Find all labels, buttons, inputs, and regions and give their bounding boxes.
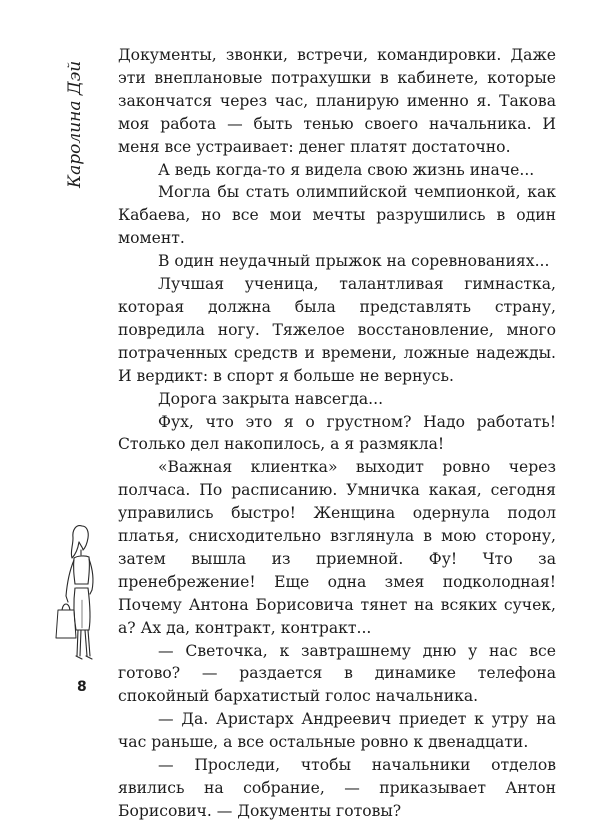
paragraph: — Проследи, чтобы начальники отделов явились на собрание, — приказывает Антон Борисович. — Документы готовы? [118, 756, 556, 820]
paragraph: Лучшая ученица, талантливая гимнастка, которая должна была представлять страну, повредила ногу. Тяжелое восстановление, много потраченных средств и времени, ложные надежды. И вердикт: в спорт я больше не вернусь. [118, 275, 556, 385]
paragraph: В один неудачный прыжок на соревнованиях... [158, 252, 550, 271]
page-number: 8 [77, 679, 87, 695]
paragraph: — Да. Аристарх Андреевич приедет к утру на час раньше, а все остальные ровно к двенадцати. [118, 710, 556, 752]
running-title-author [58, 60, 98, 190]
paragraph: А ведь когда-то я видела свою жизнь иначе... [158, 160, 535, 179]
main-text [118, 44, 556, 823]
paragraph: Фух, что это я о грустном? Надо работать! Столько дел накопилось, а я размякла! [118, 412, 556, 454]
paragraph: Могла бы стать олимпийской чемпионкой, как Кабаева, но все мои мечты разрушились в один момент. [118, 183, 556, 248]
woman-illustration [52, 518, 108, 668]
paragraph: Дорога закрыта навсегда... [158, 389, 384, 408]
running-title-text: Каролина Дэй [65, 60, 85, 188]
paragraph: «Важная клиентка» выходит ровно через полчаса. По расписанию. Умничка какая, сегодня управились быстро! Женщина одернула подол платья, снисходительно взглянула в мою сторону, затем вышла из приемной. Фу! Что за пренебрежение! Еще одна змея подколодная! Почему Антона Борисовича тянет на всяких сучек, а? Ах да, контракт, контракт... [118, 458, 556, 637]
paragraph: — Светочка, к завтрашнему дню у нас все готово? — раздается в динамике телефона спокойный бархатистый голос начальника. [118, 641, 556, 706]
paragraph: Документы, звонки, встречи, командировки. Даже эти внеплановые потрахушки в кабинете, которые закончатся через час, планирую именно я. Такова моя работа — быть тенью своего начальника. И меня все устраивает: денег платят достаточно. [118, 46, 556, 156]
